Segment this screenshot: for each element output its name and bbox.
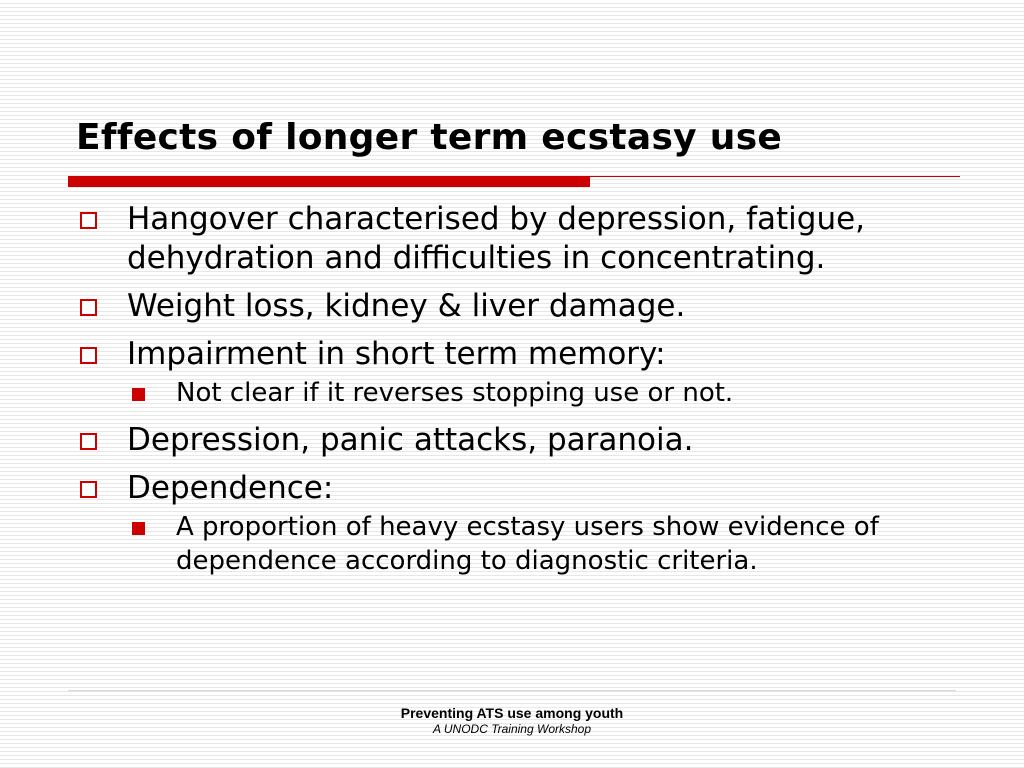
sub-bullet-text: A proportion of heavy ecstasy users show evidence of dependence according to diagnostic criteria. bbox=[176, 512, 879, 576]
bullet-text: Impairment in short term memory: bbox=[127, 336, 666, 372]
bullet-item bbox=[76, 200, 976, 278]
filled-square-bullet-icon bbox=[132, 522, 145, 535]
bullet-text: Depression, panic attacks, paranoia. bbox=[127, 422, 694, 458]
sub-bullet-text: Not clear if it reverses stopping use or not. bbox=[176, 378, 734, 408]
hollow-square-bullet-icon bbox=[80, 433, 97, 450]
bullet-item bbox=[76, 287, 976, 326]
bullet-item bbox=[76, 469, 976, 508]
hollow-square-bullet-icon bbox=[80, 299, 97, 316]
sub-bullet-item bbox=[76, 376, 976, 410]
bullet-text: Dependence: bbox=[127, 470, 334, 506]
footer-subtitle: A UNODC Training Workshop bbox=[432, 722, 592, 736]
slide-title: Effects of longer term ecstasy use bbox=[76, 117, 783, 158]
footer-divider bbox=[68, 690, 956, 691]
title-underline-thin bbox=[590, 176, 960, 177]
filled-square-bullet-icon bbox=[132, 388, 145, 401]
bullet-text: Weight loss, kidney & liver damage. bbox=[127, 288, 686, 324]
bullet-item bbox=[76, 421, 976, 460]
hollow-square-bullet-icon bbox=[80, 481, 97, 498]
hollow-square-bullet-icon bbox=[80, 347, 97, 364]
title-underline-thick bbox=[68, 176, 590, 187]
bullet-item bbox=[76, 335, 976, 374]
bullet-text: Hangover characterised by depression, fatigue, dehydration and difficulties in concentrating. bbox=[127, 201, 866, 276]
footer-title: Preventing ATS use among youth bbox=[400, 705, 624, 721]
sub-bullet-item bbox=[76, 510, 976, 578]
hollow-square-bullet-icon bbox=[80, 212, 97, 229]
bullet-list bbox=[76, 200, 976, 589]
